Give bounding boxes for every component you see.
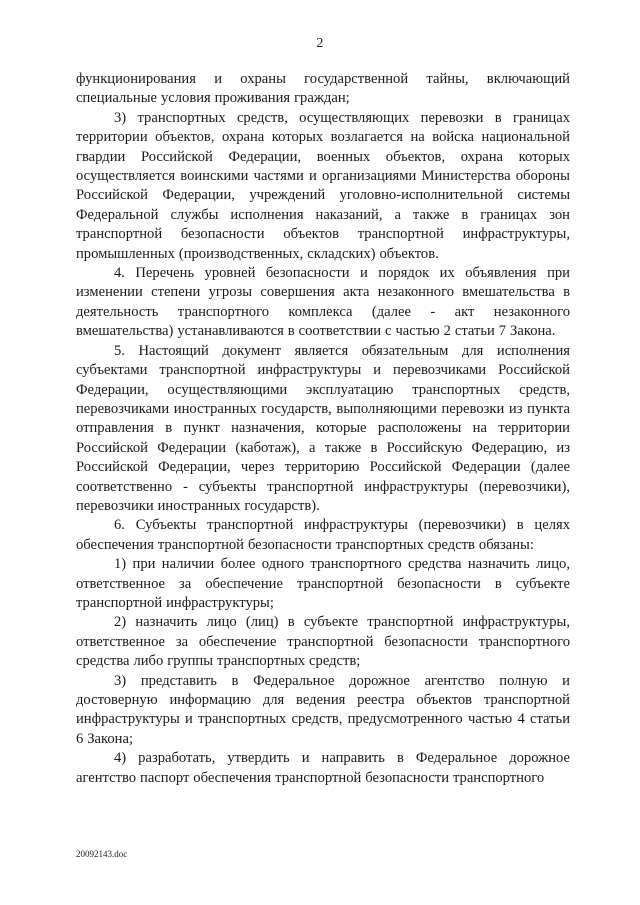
paragraph-continuation: функционирования и охраны государственной тайны, включающий специальные условия проживания граждан; xyxy=(76,71,570,107)
document-body xyxy=(76,70,570,788)
paragraph-item-3-vehicles: 3) транспортных средств, осуществляющих перевозки в границах территории объектов, охрана которых возлагается на войска национальной гвардии Российской Федерации, военных объектов, охрана которых осуществляется воинскими частями и организациями Министерства обороны Российской Федерации, учреждений уголовно-исполнительной системы Федеральной службы исполнения наказаний, а также в границах зон транспортной безопасности объектов транспортной инфраструктуры, промышленных (производственных, складских) объектов. xyxy=(76,109,570,262)
paragraph-item-4-security-levels: 4. Перечень уровней безопасности и порядок их объявления при изменении степени угрозы совершения акта незаконного вмешательства в деятельность транспортного комплекса (далее - акт незаконного вмешательства) устанавливаются в соответствии с частью 2 статьи 7 Закона. xyxy=(76,265,570,340)
paragraph-subitem-1: 1) при наличии более одного транспортного средства назначить лицо, ответственное за обеспечение транспортной безопасности в субъекте транспортной инфраструктуры; xyxy=(76,556,570,611)
paragraph-item-6-obligations: 6. Субъекты транспортной инфраструктуры (перевозчики) в целях обеспечения транспортной безопасности транспортных средств обязаны: xyxy=(76,517,570,553)
paragraph-subitem-2: 2) назначить лицо (лиц) в субъекте транспортной инфраструктуры, ответственное за обеспечение транспортной безопасности транспортного средства либо группы транспортных средств; xyxy=(76,614,570,670)
paragraph-subitem-4: 4) разработать, утвердить и направить в Федеральное дорожное агентство паспорт обеспечения транспортной безопасности транспортного xyxy=(76,750,570,786)
page-number: 2 xyxy=(316,36,324,51)
paragraph-item-5-scope: 5. Настоящий документ является обязательным для исполнения субъектами транспортной инфраструктуры и перевозчиками Российской Федерации, осуществляющими эксплуатацию транспортных средств, перевозчиками иностранных государств, выполняющими перевозки из пункта отправления в пункт назначения, которые расположены на территории Российской Федерации (каботаж), а также в Российскую Федерацию, из Российской Федерации, через территорию Российской Федерации (далее соответственно - субъекты транспортной инфраструктуры (перевозчики), перевозчики иностранных государств). xyxy=(76,342,570,514)
footer-file-name: 20092143.doc xyxy=(76,849,128,859)
paragraph-subitem-3: 3) представить в Федеральное дорожное агентство полную и достоверную информацию для ведения реестра объектов транспортной инфраструктуры и транспортных средств, предусмотренного частью 4 статьи 6 Закона; xyxy=(76,672,570,747)
